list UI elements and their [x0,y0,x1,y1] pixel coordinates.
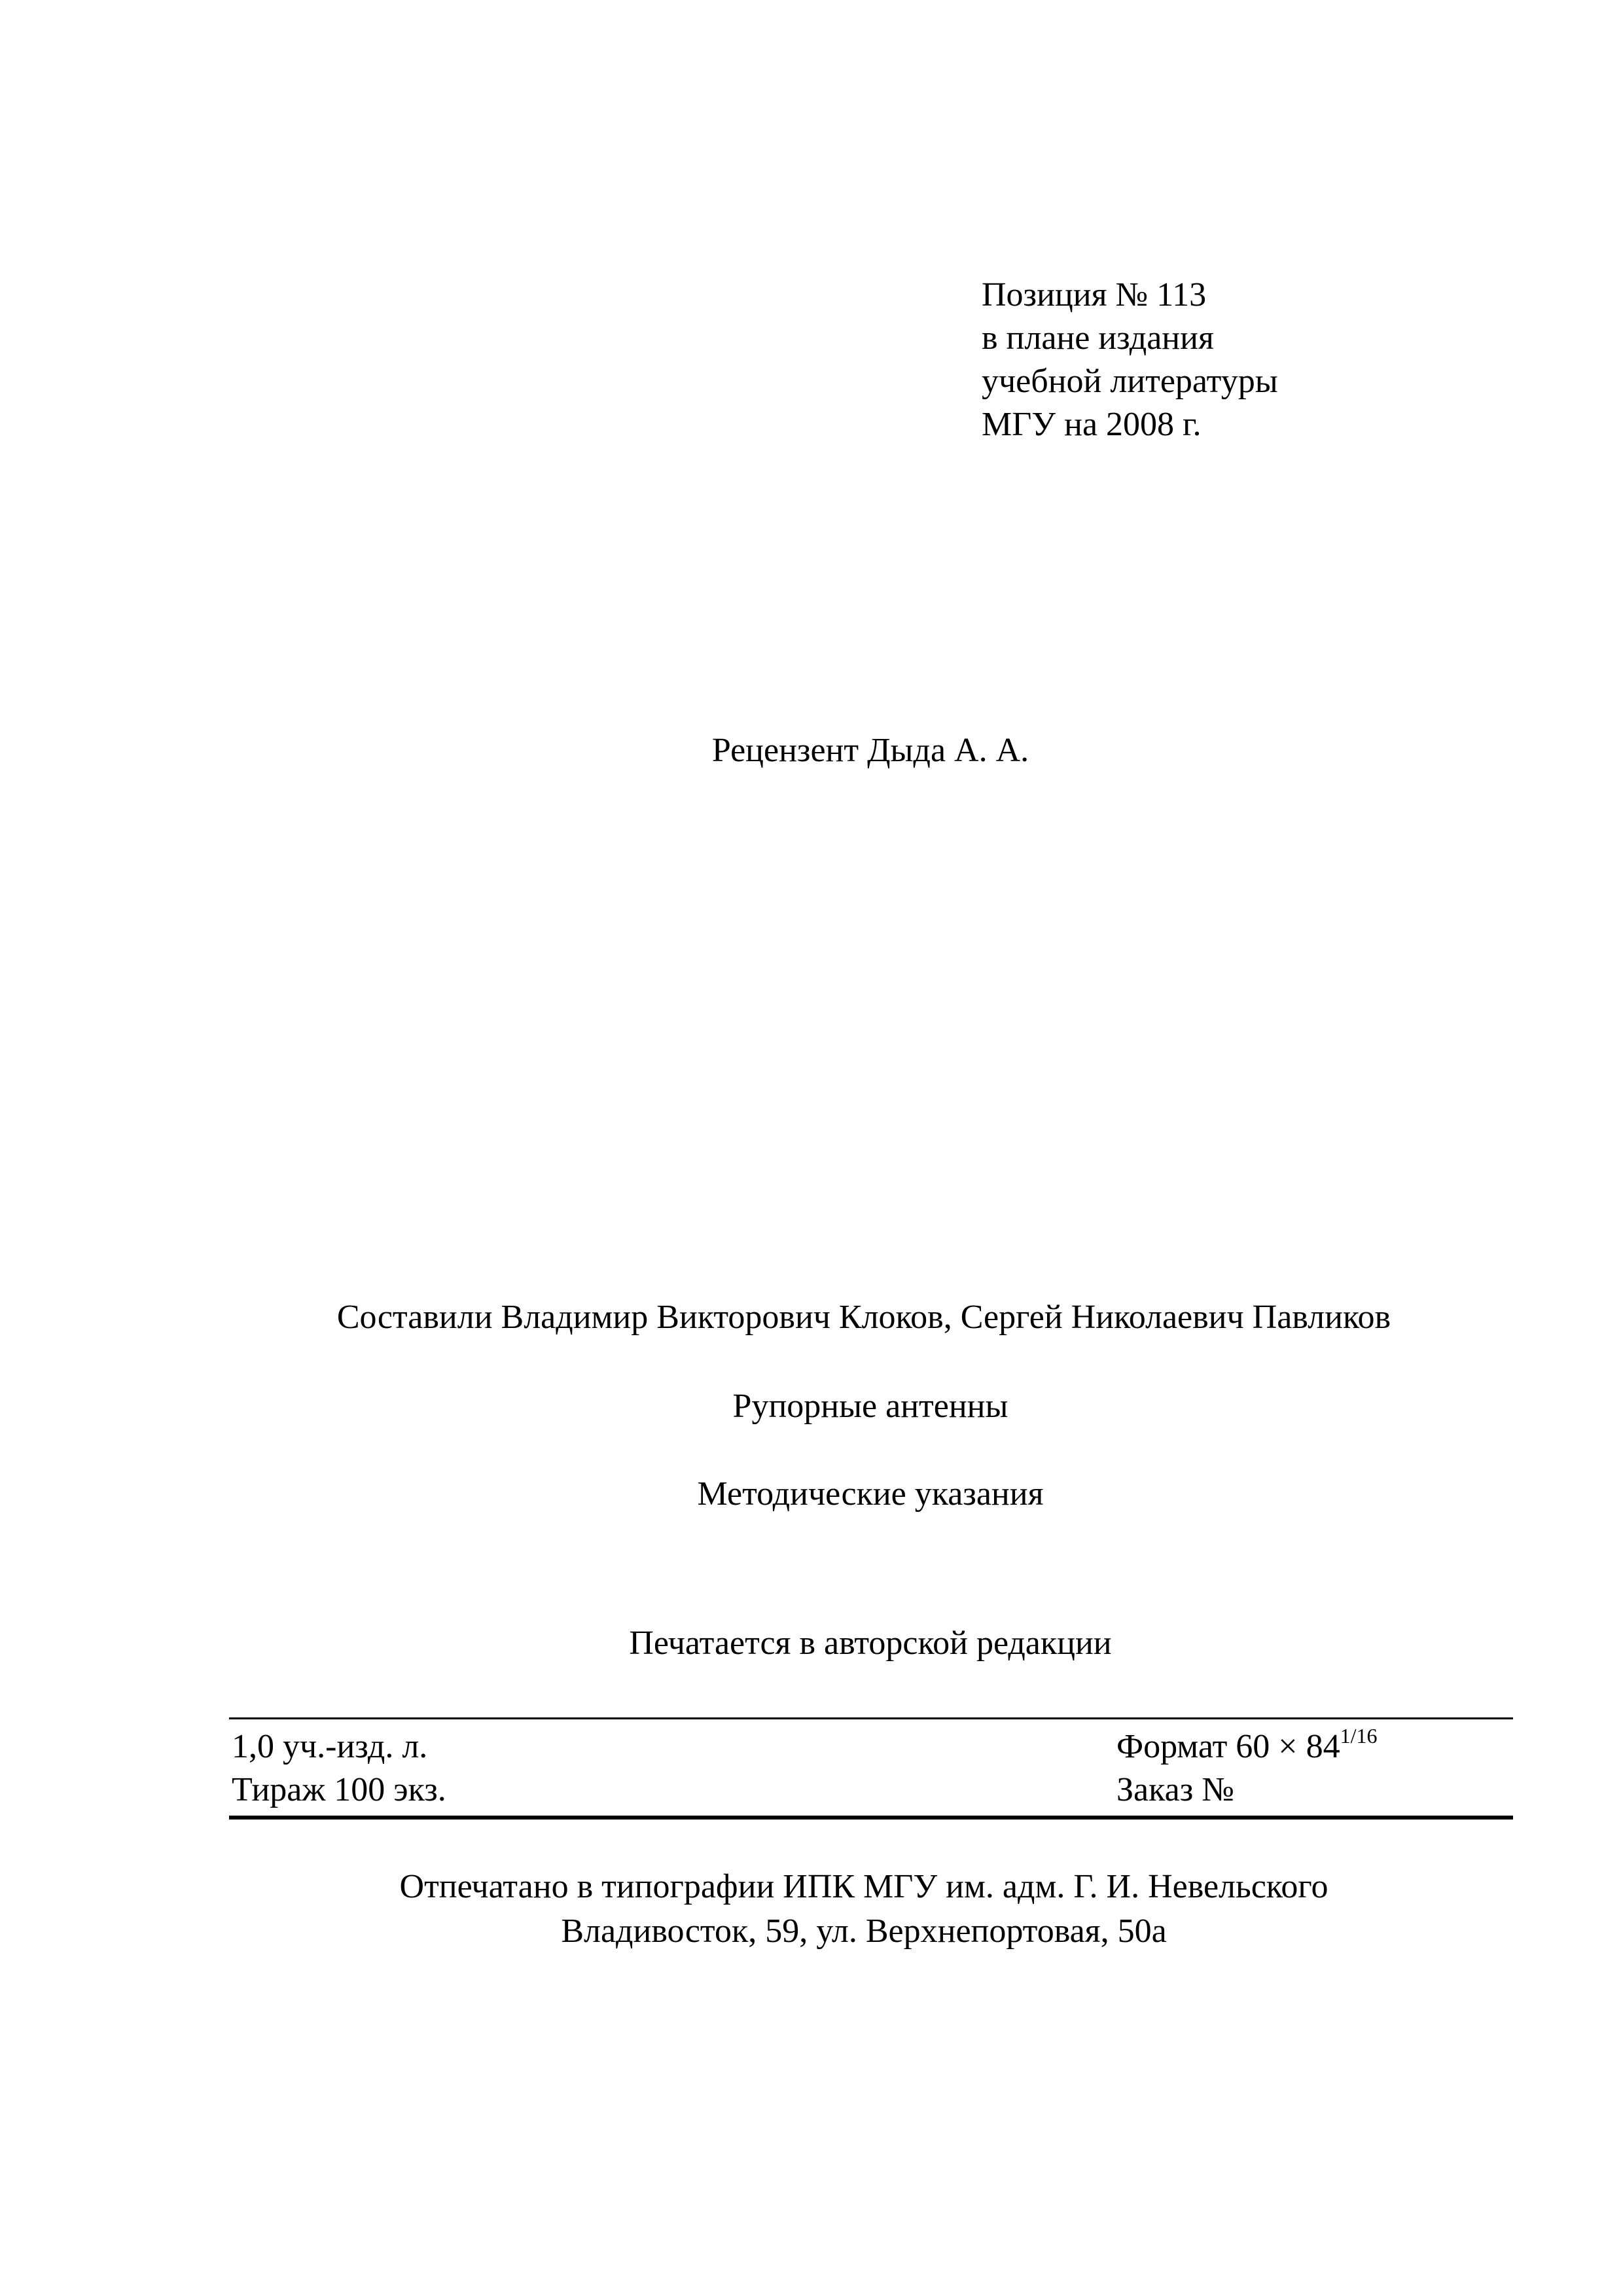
imprint-block [229,1717,1513,1822]
document-subtitle: Методические указания [697,1475,1044,1513]
printer-line-1: Отпечатано в типографии ИПК МГУ им. адм. Г. И. Невельского [399,1868,1329,1905]
plan-position-number: Позиция № 113 [982,276,1207,314]
print-note: Печатается в авторской редакции [629,1624,1112,1662]
printer-address: Владивосток, 59, ул. Верхнепортовая, 50а [561,1912,1167,1950]
imprint-format-fraction: 1/16 [1340,1724,1378,1748]
compilers-line: Составили Владимир Викторович Клоков, Сергей Николаевич Павликов [336,1299,1391,1336]
plan-position-block [982,274,1278,446]
plan-position-line-3: учебной литературы [982,363,1278,400]
imprint-format [1116,1725,1378,1768]
imprint-format-label: Формат 60 × 84 [1116,1728,1340,1765]
imprint-sheets: 1,0 уч.-изд. л. [232,1728,428,1765]
reviewer-line: Рецензент Дыда А. А. [711,732,1029,769]
document-title: Рупорные антенны [732,1388,1008,1425]
plan-position-line-4: МГУ на 2008 г. [982,406,1202,443]
imprint-print-run: Тираж 100 экз. [232,1771,446,1808]
imprint-bottom-rule [229,1816,1513,1820]
plan-position-line-2: в плане издания [982,319,1214,357]
imprint-order: Заказ № [1116,1771,1234,1808]
imprint-top-rule [229,1717,1513,1719]
